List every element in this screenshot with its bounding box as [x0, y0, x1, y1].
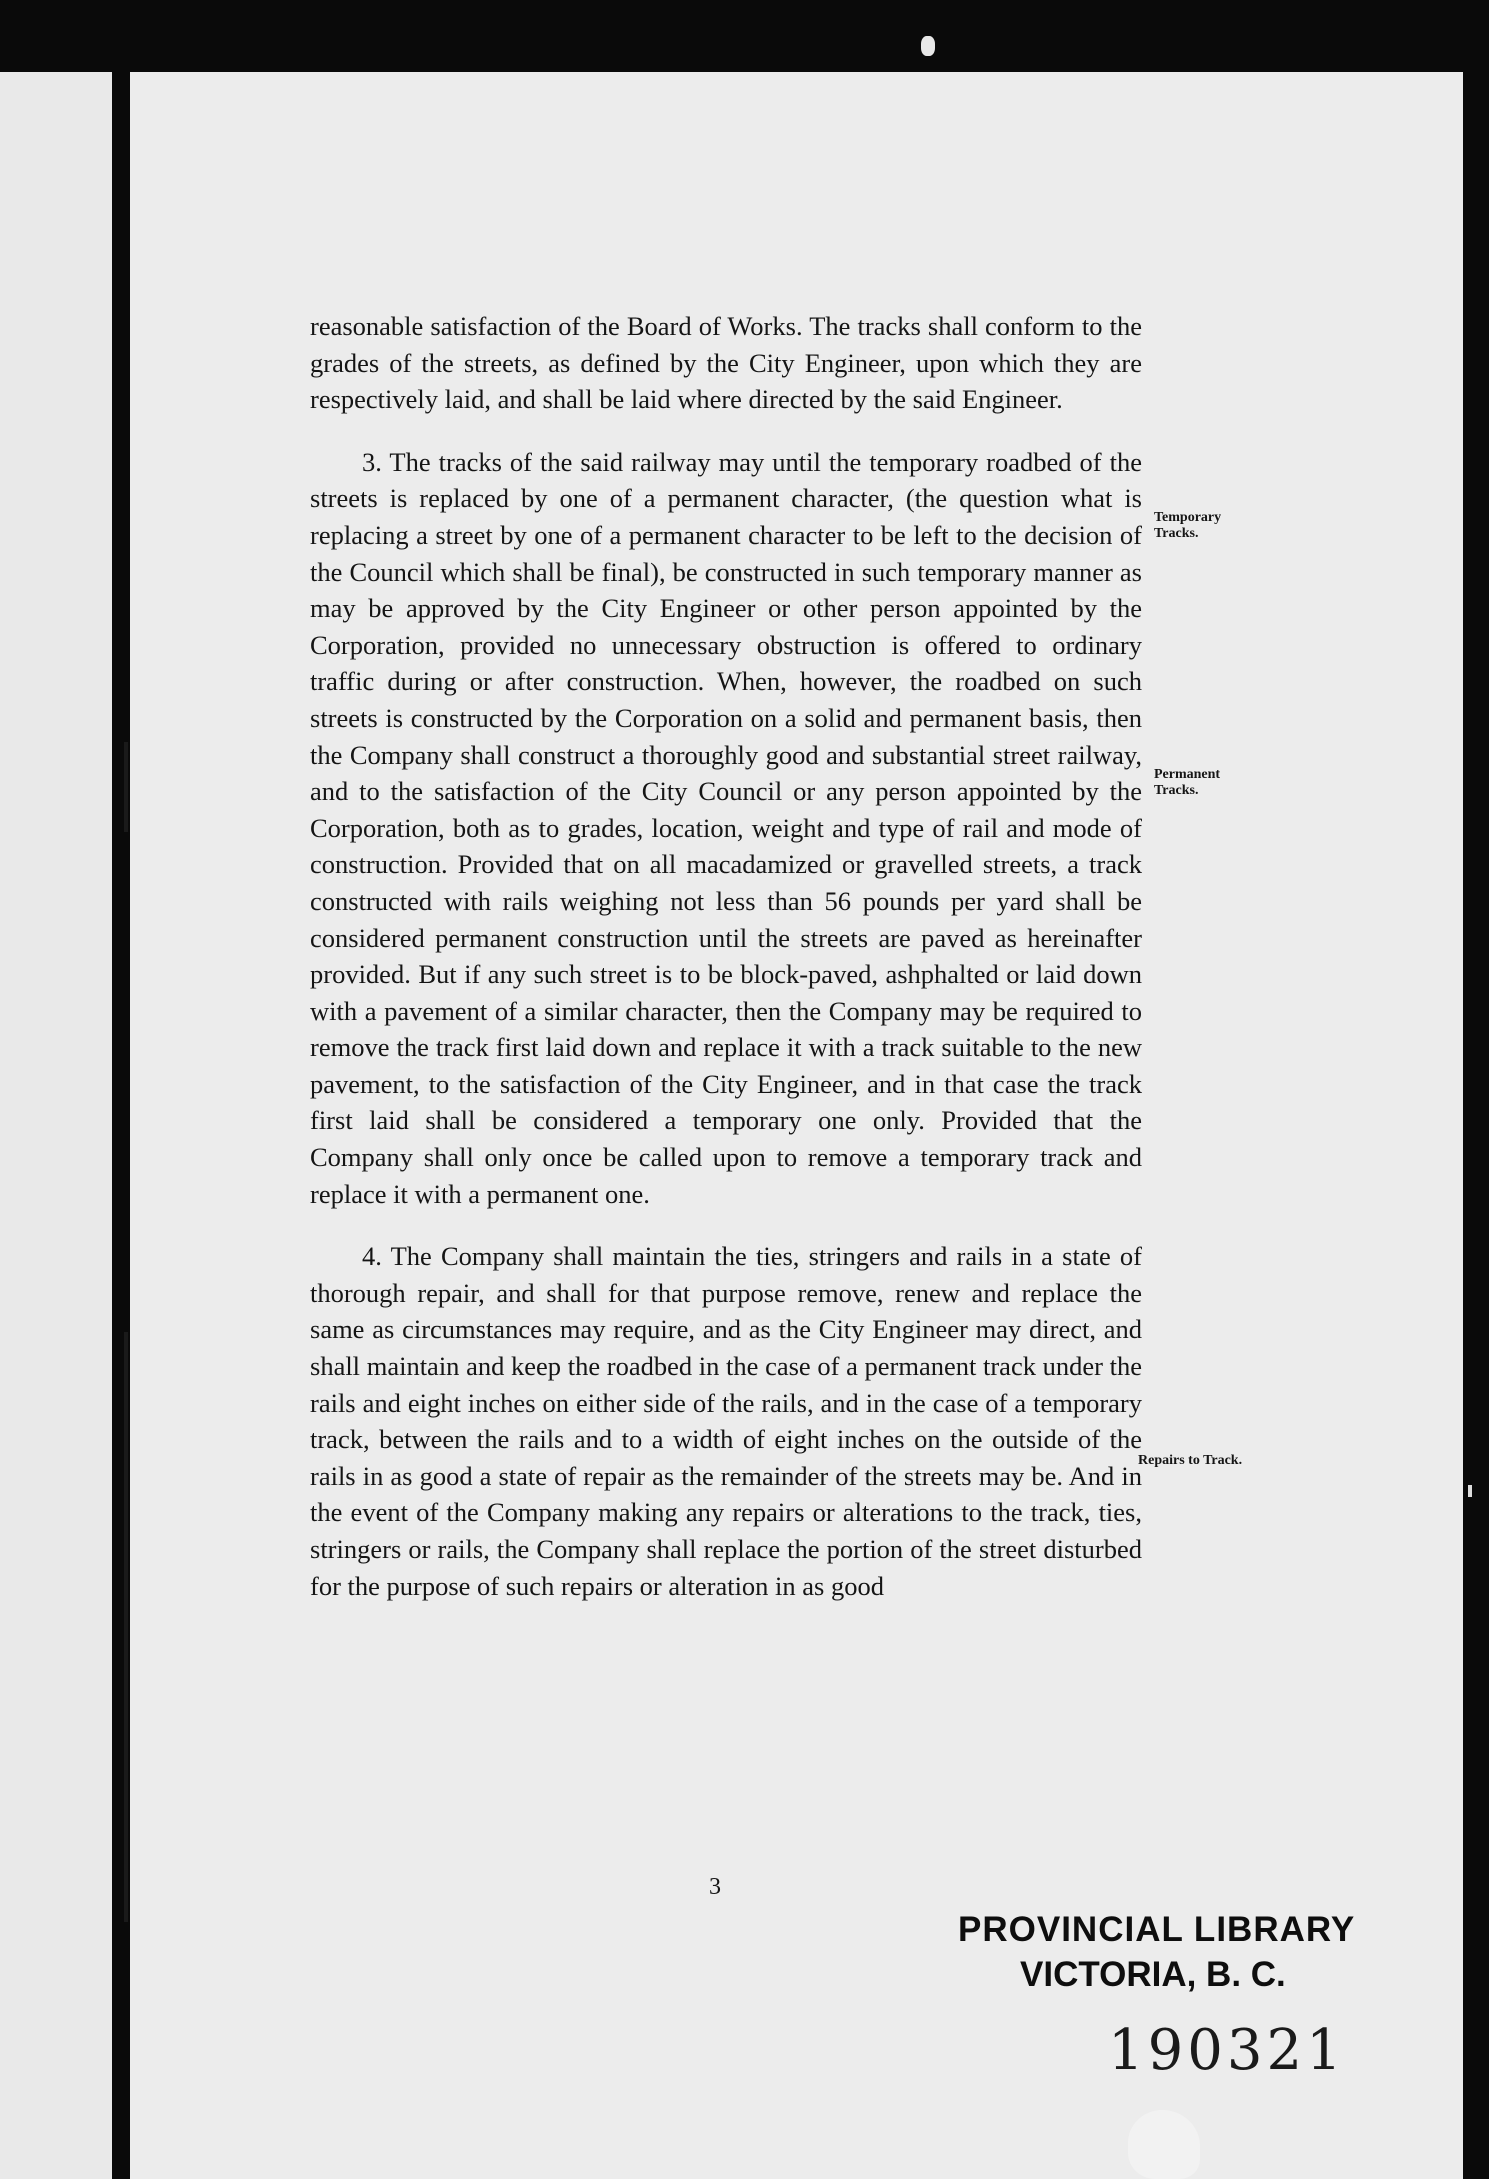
page-number: 3 — [709, 1874, 721, 1900]
margin-note-repairs-to-track: Repairs to Track. — [1138, 1453, 1243, 1468]
previous-page-edge — [0, 72, 112, 2179]
document-body — [310, 308, 1142, 1604]
paragraph-continuation: reasonable satisfaction of the Board of Works. The tracks shall conform to the grades of the streets, as defined by the City Engineer, upon which they are respectively laid, and shall be laid where directed by the said Engineer. — [310, 311, 1142, 415]
previous-page-rule — [124, 742, 128, 832]
previous-page-rule — [124, 1332, 128, 1922]
scan-blot — [1128, 2110, 1200, 2179]
library-stamp-line-2: VICTORIA, B. C. — [1020, 1955, 1286, 1994]
library-stamp-line-1: PROVINCIAL LIBRARY — [958, 1910, 1356, 1949]
accession-number: 190321 — [1108, 2018, 1346, 2083]
paragraph-section-4: 4. The Company shall maintain the ties, stringers and rails in a state of thorough repair, and shall for that purpose remove, renew and replace the same as circumstances may require, and as the City Engineer may direct, and shall maintain and keep the roadbed in the case of a permanent track under the rails and eight inches on either side of the rails, and in the case of a temporary track, between the rails and to a width of eight inches on the outside of the rails in as good a state of repair as the remainder of the streets may be. And in the event of the Company making any repairs or alterations to the track, ties, stringers or rails, the Company shall replace the portion of the street disturbed for the purpose of such repairs or alteration in as good — [310, 1241, 1142, 1601]
margin-note-temporary-tracks: Temporary Tracks. — [1154, 510, 1222, 541]
scan-speck — [921, 36, 935, 56]
paragraph-section-3: 3. The tracks of the said railway may until the temporary roadbed of the streets is replaced by one of a permanent character, (the question what is replacing a street by one of a permanent character to be left to the decision of the Council which shall be final), be constructed in such temporary manner as may be approved by the City Engineer or other person appointed by the Corporation, provided no unnecessary obstruction is offered to ordinary traffic during or after construction. When, however, the roadbed on such streets is constructed by the Corporation on a solid and permanent basis, then the Company shall construct a thoroughly good and substantial street railway, and to the satisfaction of the City Council or any person appointed by the Corporation, both as to grades, location, weight and type of rail and mode of construction. Provided that on all macadamized or gravelled streets, a track constructed with rails weighing not less than 56 pounds per yard shall be considered permanent construction until the streets are paved as hereinafter provided. But if any such street is to be block-paved, ashphalted or laid down with a pavement of a similar character, then the Company may be required to remove the track first laid down and replace it with a track suitable to the new pavement, to the satisfaction of the City Engineer, and in that case the track first laid shall be considered a temporary one only. Provided that the Company shall only once be called upon to remove a temporary track and replace it with a permanent one. — [310, 446, 1142, 1209]
margin-note-permanent-tracks: Permanent Tracks. — [1154, 767, 1221, 798]
scan-speck — [1468, 1485, 1472, 1497]
